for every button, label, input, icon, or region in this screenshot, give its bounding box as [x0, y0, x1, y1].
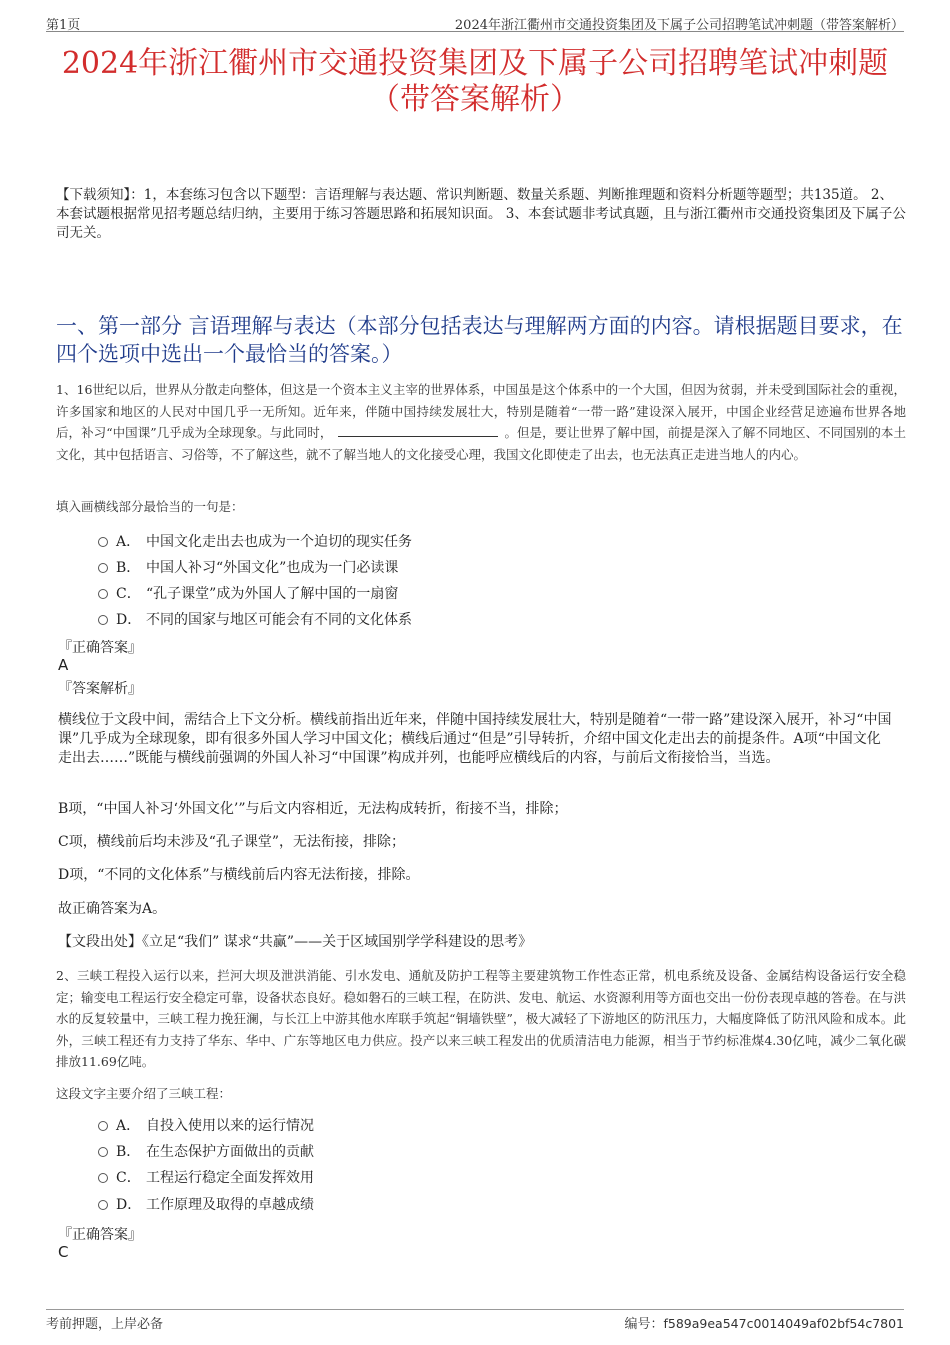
question-1-stem — [56, 379, 906, 465]
analysis-paragraph: 横线位于文段中间，需结合上下文分析。横线前指出近年来，伴随中国持续发展壮大，特别是随着“一带一路”建设深入展开，补习“中国课”几乎成为全球现象，即有很多外国人学习中国文化；横线后通过“但是”引导转折，介绍中国文化走出去的前提条件。A项“中国文化走出去……”既能与横线前强调的外国人补习“中国课”构成并列，也能呼应横线后的内容，与前后文衔接恰当，当选。 — [58, 712, 892, 766]
footer-code: 编号：f589a9ea547c0014049af02bf54c7801 — [624, 1316, 904, 1332]
radio-icon[interactable] — [98, 615, 108, 625]
question-2-option-b[interactable]: B． 在生态保护方面做出的贡献 — [98, 1142, 314, 1162]
question-1-option-c[interactable]: C． “孔子课堂”成为外国人了解中国的一扇窗 — [98, 584, 398, 604]
fill-blank — [338, 423, 498, 437]
question-2-option-d[interactable]: D． 工作原理及取得的卓越成绩 — [98, 1195, 314, 1215]
page-number: 第1页 — [46, 18, 81, 33]
question-2-prompt: 这段文字主要介绍了三峡工程： — [56, 1086, 232, 1101]
question-1-text-before: 1、16世纪以后，世界从分散走向整体，但这是一个资本主义主宰的世界体系，中国虽是这个体系中的一个大国，但因为贫弱，并未受到国际社会的重视，许多国家和地区的人民对中国几乎一无所知。近年来，伴随中国持续发展壮大，特别是随着“一带一路”建设深入展开，中国企业经营足迹遍布世界各地后，补习“中国课”几乎成为全球现象。与此同时， — [56, 382, 906, 440]
radio-icon[interactable] — [98, 1147, 108, 1157]
question-1-prompt: 填入画横线部分最恰当的一句是： — [56, 499, 244, 514]
radio-icon[interactable] — [98, 1121, 108, 1131]
question-1-option-a[interactable]: A． 中国文化走出去也成为一个迫切的现实任务 — [98, 532, 412, 552]
page-title: 2024年浙江衢州市交通投资集团及下属子公司招聘笔试冲刺题 — [61, 46, 889, 81]
download-notice: 【下载须知】：1，本套练习包含以下题型：言语理解与表达题、常识判断题、数量关系题、判断推理题和资料分析题等题型；共135道。 2、本套试题根据常见招考题总结归纳，主要用于练习答题思路和拓展知识面。 3、本套试题非考试真题，且与浙江衢州市交通投资集团及下属子公司无关。 — [56, 187, 906, 241]
question-1-option-b[interactable]: B． 中国人补习“外国文化”也成为一门必读课 — [98, 558, 398, 578]
answer-label: 『正确答案』 — [58, 1227, 142, 1243]
analysis-paragraph: C项，横线前后均未涉及“孔子课堂”，无法衔接，排除； — [58, 834, 406, 850]
analysis-paragraph: B项，“中国人补习‘外国文化’”与后文内容相近，无法构成转折，衔接不当，排除； — [58, 801, 568, 817]
page-subtitle: （带答案解析） — [370, 82, 580, 117]
radio-icon[interactable] — [98, 589, 108, 599]
radio-icon[interactable] — [98, 537, 108, 547]
footer-slogan: 考前押题，上岸必备 — [46, 1317, 164, 1332]
footer-divider — [46, 1309, 904, 1310]
question-1-option-d[interactable]: D． 不同的国家与地区可能会有不同的文化体系 — [98, 610, 412, 630]
answer-value: A — [58, 656, 69, 674]
header-divider — [46, 31, 904, 32]
question-2-option-a[interactable]: A． 自投入使用以来的运行情况 — [98, 1116, 314, 1136]
analysis-conclusion: 故正确答案为A。 — [58, 901, 167, 917]
question-2-option-c[interactable]: C． 工程运行稳定全面发挥效用 — [98, 1168, 314, 1188]
radio-icon[interactable] — [98, 1200, 108, 1210]
radio-icon[interactable] — [98, 563, 108, 573]
radio-icon[interactable] — [98, 1173, 108, 1183]
header-doc-title: 2024年浙江衢州市交通投资集团及下属子公司招聘笔试冲刺题（带答案解析） — [454, 18, 904, 33]
question-2-stem: 2、三峡工程投入运行以来，拦河大坝及泄洪消能、引水发电、通航及防护工程等主要建筑物工作性态正常，机电系统及设备、金属结构设备运行安全稳定；输变电工程运行安全稳定可靠，设备状态良好。稳如磐石的三峡工程，在防洪、发电、航运、水资源利用等方面也交出一份份表现卓越的答卷。在与洪水的反复较量中，三峡工程力挽狂澜，与长江上中游其他水库联手筑起“铜墙铁壁”，极大减轻了下游地区的防汛压力，大幅度降低了防汛风险和成本。此外，三峡工程还有力支持了华东、华中、广东等地区电力供应。投产以来三峡工程发出的优质清洁电力能源，相当于节约标准煤4.30亿吨，减少二氧化碳排放11.69亿吨。 — [56, 968, 907, 1069]
analysis-label: 『答案解析』 — [58, 681, 142, 697]
analysis-paragraph: D项，“不同的文化体系”与横线前后内容无法衔接，排除。 — [58, 867, 420, 883]
answer-value: C — [58, 1243, 69, 1261]
answer-label: 『正确答案』 — [58, 640, 142, 656]
section-heading: 一、第一部分 言语理解与表达（本部分包括表达与理解两方面的内容。请根据题目要求，在四个选项中选出一个最恰当的答案。） — [56, 314, 903, 366]
question-1-text-after: 。但是，要让世界了解中国，前提是深入了解不同地区、不同国别的本土文化，其中包括语言、习俗等，不了解这些，就不了解当地人的文化接受心理，我国文化即使走了出去，也无法真正走进当地人的内心。 — [56, 425, 906, 462]
source-citation: 【文段出处】《立足“我们” 谋求“共赢”——关于区域国别学学科建设的思考》 — [58, 934, 533, 950]
